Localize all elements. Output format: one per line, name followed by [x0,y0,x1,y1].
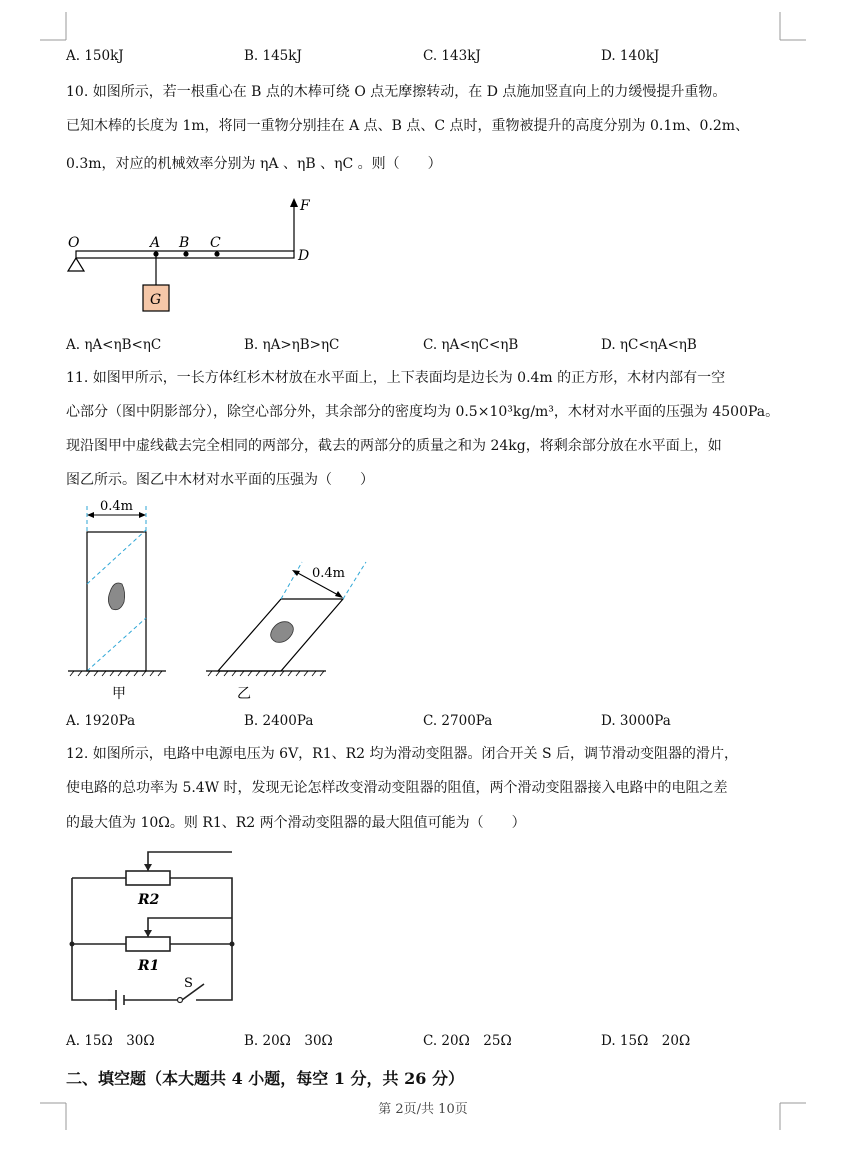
q11-text-line1: 11. 如图甲所示，一长方体红杉木材放在水平面上，上下表面均是边长为 0.4m 的正方形，木材内部有一空 [66,370,726,386]
q11-wood-figure [60,492,390,707]
label-c: C [210,235,221,251]
q12-option-d: D. 15Ω 20Ω [601,1033,691,1049]
q10-option-b: B. ηA>ηB>ηC [244,337,340,353]
q12-option-a: A. 15Ω 30Ω [66,1033,155,1049]
q11-option-a: A. 1920Pa [66,713,136,729]
q9-option-b: B. 145kJ [244,48,302,64]
q12-text-line1: 12. 如图所示，电路中电源电压为 6V，R1、R2 均为滑动变阻器。闭合开关 S 后，调节滑动变阻器的滑片， [66,746,739,762]
label-jia: 甲 [112,686,126,702]
q12-circuit-figure [60,844,250,1014]
label-r1: R1 [138,958,160,974]
label-r2: R2 [138,892,160,908]
label-o: O [68,235,80,251]
q12-option-b: B. 20Ω 30Ω [244,1033,333,1049]
q10-text-line3: 0.3m，对应的机械效率分别为 ηA 、ηB 、ηC 。则（ ） [66,156,442,172]
q9-option-a: A. 150kJ [66,48,124,64]
q10-option-a: A. ηA<ηB<ηC [66,337,162,353]
label-g: G [150,292,162,308]
q12-text-line2: 使电路的总功率为 5.4W 时，发现无论怎样改变滑动变阻器的阻值，两个滑动变阻器接入电路中的电阻之差 [66,780,728,796]
q9-option-d: D. 140kJ [601,48,660,64]
page-footer: 第 2页/共 10页 [378,1102,468,1117]
dim-label-left: 0.4m [100,499,134,514]
q10-lever-figure [60,192,330,322]
q11-option-d: D. 3000Pa [601,713,671,729]
q10-text-line2: 已知木棒的长度为 1m，将同一重物分别挂在 A 点、B 点、C 点时，重物被提升的高度分别为 0.1m、0.2m、 [66,118,750,134]
q11-option-b: B. 2400Pa [244,713,314,729]
q11-text-line2: 心部分（图中阴影部分），除空心部分外，其余部分的密度均为 0.5×10³kg/m³，木材对水平面的压强为 4500Pa。 [66,404,780,420]
q10-text-line1: 10. 如图所示，若一根重心在 B 点的木棒可绕 O 点无摩擦转动，在 D 点施加竖直向上的力缓慢提升重物。 [66,84,727,100]
label-f: F [300,198,310,214]
q12-text-line3: 的最大值为 10Ω。则 R1、R2 两个滑动变阻器的最大阻值可能为（ ） [66,815,526,831]
q9-option-c: C. 143kJ [423,48,481,64]
q10-option-d: D. ηC<ηA<ηB [601,337,697,353]
q12-option-c: C. 20Ω 25Ω [423,1033,512,1049]
label-d: D [298,248,310,264]
label-s: S [184,976,193,991]
label-b: B [179,235,190,251]
q11-text-line4: 图乙所示。图乙中木材对水平面的压强为（ ） [66,472,374,488]
q10-option-c: C. ηA<ηC<ηB [423,337,519,353]
section-title: 二、填空题（本大题共 4 小题，每空 1 分，共 26 分） [66,1069,464,1088]
q11-text-line3: 现沿图甲中虚线截去完全相同的两部分，截去的两部分的质量之和为 24kg，将剩余部分放在水平面上，如 [66,438,722,454]
q11-option-c: C. 2700Pa [423,713,493,729]
dim-label-right: 0.4m [312,566,346,581]
label-yi: 乙 [237,686,251,702]
label-a: A [150,235,161,251]
